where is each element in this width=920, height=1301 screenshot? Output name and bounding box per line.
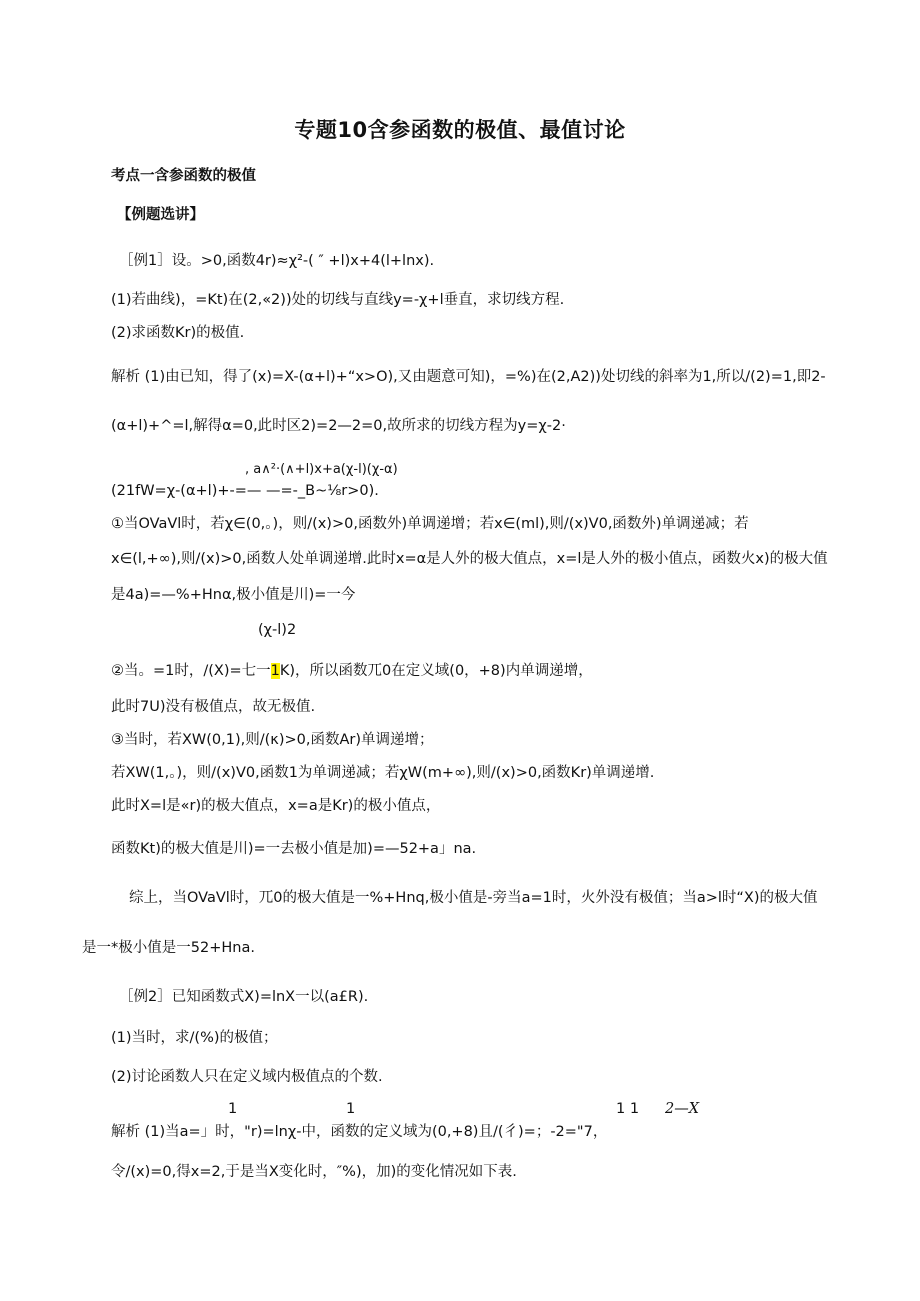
case-2-line-1 <box>111 662 593 680</box>
fraction-numerator-3: 1 1 <box>616 1101 640 1117</box>
case-2-denominator: (χ-l)2 <box>258 622 297 638</box>
example-1-question-1: (1)若曲线)，=Kt)在(2,«2))处的切线与直线y=-χ+l垂直，求切线方程. <box>111 292 565 308</box>
case-1-line-3: 是4a)=—%+Hnα,极小值是川)=一今 <box>111 587 356 603</box>
case-2-text-a: ②当。=1时，/(X)=七一 <box>111 663 271 679</box>
derivative-expression: (21fW=χ-(α+l)+-=— —=-_B~⅛r>0). <box>111 483 379 499</box>
example-2-solution-line-1: 解析 (1)当a=」时，"r)=lnχ-中，函数的定义域为(0,+8)且/(彳)=；-2="7， <box>111 1124 608 1140</box>
page-title: 专题10含参函数的极值、最值讨论 <box>294 118 626 142</box>
example-2-solution-line-2: 令/(x)=0,得x=2,于是当X变化时，″%)，加)的变化情况如下表. <box>111 1164 517 1180</box>
subsection-heading: 【例题选讲】 <box>117 207 204 223</box>
case-3-line-1: ③当时，若XW(0,1),则/(κ)>0,函数Ar)单调递增； <box>111 732 434 748</box>
case-2-line-2: 此时7U)没有极值点，故无极值. <box>111 699 316 715</box>
summary-line-2: 是一*极小值是一52+Hna. <box>82 940 255 956</box>
section-heading: 考点一含参函数的极值 <box>111 168 256 184</box>
example-1-question-2: (2)求函数Kr)的极值. <box>111 325 245 341</box>
example-1-solution-line-1: 解析 (1)由已知，得了(x)=X-(α+l)+“x>O),又由题意可知)，=%)在(2,A2))处切线的斜率为1,所以/(2)=1,即2- <box>111 369 826 385</box>
case-1-line-1: ①当OVaVl时，若χ∈(0,。)，则/(x)>0,函数外)单调递增；若x∈(ml),则/(x)V0,函数外)单调递减；若 <box>111 516 749 532</box>
case-1-line-2: x∈(l,+∞),则/(x)>0,函数人处单调递增.此时x=α是人外的极大值点，x=l是人外的极小值点，函数火x)的极大值 <box>111 551 828 567</box>
fraction-numerator-1: 1 <box>228 1101 238 1117</box>
example-2-statement: ［例2］已知函数式X)=lnX一以(a£R). <box>119 989 369 1005</box>
summary-line-1: 综上，当OVaVl时，兀0的极大值是一%+Hnq,极小值是-旁当a=1时，火外没有极值；当a>l时“X)的极大值 <box>129 890 818 906</box>
example-2-question-1: (1)当时，求/(%)的极值； <box>111 1030 278 1046</box>
case-2-text-b: K)，所以函数兀0在定义域(0，+8)内单调递增， <box>279 663 593 679</box>
example-1-solution-line-2: (α+l)+^=l,解得α=0,此时区2)=2—2=0,故所求的切线方程为y=χ-2· <box>111 418 566 434</box>
fraction-numerator-4: 2—X <box>665 1101 700 1117</box>
case-3-line-4: 函数Kt)的极大值是川)=一去极小值是加)=—52+a」na. <box>111 841 477 857</box>
case-3-line-3: 此时X=l是«r)的极大值点，x=a是Kr)的极小值点， <box>111 798 441 814</box>
highlight-mark: 1 <box>270 663 280 679</box>
derivative-numerator: , a∧²·(∧+l)x+a(χ-l)(χ-α) <box>245 462 398 477</box>
case-3-line-2: 若XW(1,。)，则/(x)V0,函数1为单调递减；若χW(m+∞),则/(x)>0,函数Kr)单调递增. <box>111 765 655 781</box>
fraction-numerator-2: 1 <box>346 1101 356 1117</box>
example-1-statement: ［例1］设。>0,函数4r)≈χ²-( ″ +l)x+4(l+lnx). <box>119 253 435 269</box>
example-2-question-2: (2)讨论函数人只在定义域内极值点的个数. <box>111 1069 383 1085</box>
